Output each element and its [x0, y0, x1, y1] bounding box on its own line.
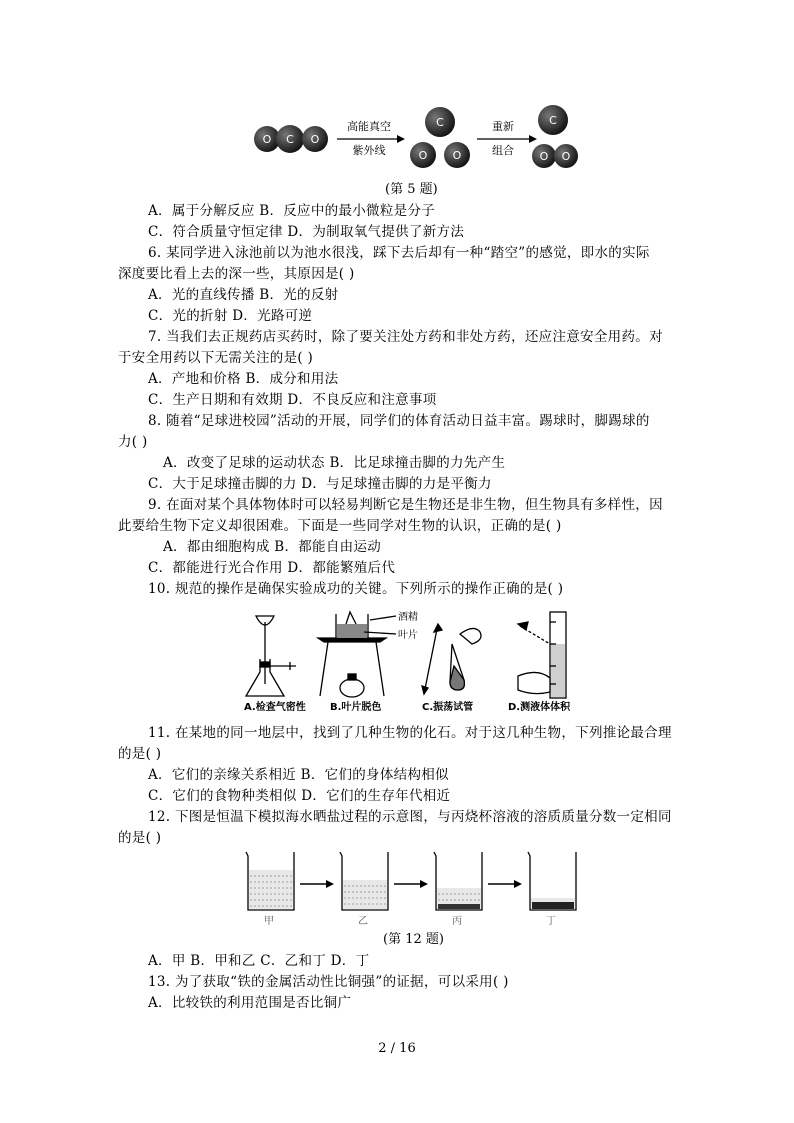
svg-text:O: O	[539, 150, 549, 163]
q8-stem-line1: 8. 随着“足球进校园”活动的开展，同学们的体育活动日益丰富。踢球时，脚踢球的	[148, 413, 650, 429]
q7-stem-line1: 7. 当我们去正规药店买药时，除了要关注处方药和非处方药，还应注意安全用药。对	[148, 329, 663, 345]
step2-top-label: 重新	[492, 120, 514, 133]
alcohol-tag: 酒精	[398, 612, 418, 623]
leaf-tag: 叶片	[398, 630, 418, 641]
q11-options-cd: C．它们的食物种类相似 D．它们的生存年代相近	[148, 788, 451, 804]
q10-lab-figure	[238, 604, 588, 716]
shake-test-tube-icon	[422, 624, 481, 694]
q5-options-ab: A．属于分解反应 B．反应中的最小微粒是分子	[148, 203, 436, 219]
svg-text:O: O	[418, 149, 428, 162]
label-c: C.振荡试管	[422, 702, 474, 713]
svg-text:C: C	[549, 114, 557, 127]
q12-beakers-figure	[238, 848, 588, 928]
q8-options-ab: A．改变了足球的运动状态 B．比足球撞击脚的力先产生	[163, 455, 506, 471]
label-a: A.检查气密性	[244, 702, 306, 713]
q6-stem-line1: 6. 某同学进入泳池前以为池水很浅，踩下去后却有一种“踏空”的感觉，即水的实际	[148, 245, 650, 261]
atom-o-label: O	[262, 133, 272, 146]
q6-stem-line2: 深度要比看上去的深一些，其原因是( )	[118, 266, 355, 282]
q9-stem-line2: 此要给生物下定义却很困难。下面是一些同学对生物的认识，正确的是( )	[118, 518, 562, 534]
page-number: 2 / 16	[378, 1041, 416, 1056]
q11-options-ab: A．它们的亲缘关系相近 B．它们的身体结构相似	[148, 767, 449, 783]
beaker-label-yi: 乙	[358, 916, 368, 927]
beaker-ding-icon	[528, 852, 576, 910]
q13-option-a: A．比较铁的利用范围是否比铜广	[148, 995, 352, 1011]
beaker-label-jia: 甲	[264, 916, 274, 927]
beaker-yi-icon	[340, 852, 388, 910]
q6-options-ab: A．光的直线传播 B．光的反射	[148, 287, 339, 303]
q7-options-ab: A．产地和价格 B．成分和用法	[148, 371, 339, 387]
beaker-bing-icon	[434, 852, 482, 910]
svg-text:O: O	[452, 149, 462, 162]
beaker-label-bing: 丙	[452, 916, 462, 927]
q7-options-cd: C．生产日期和有效期 D．不良反应和注意事项	[148, 392, 437, 408]
product-atoms-icon	[532, 105, 578, 168]
q7-stem-line2: 于安全用药以下无需关注的是( )	[118, 350, 314, 366]
beaker-jia-icon	[246, 852, 294, 910]
beaker-label-ding: 丁	[546, 916, 556, 927]
label-b: B.叶片脱色	[330, 702, 382, 713]
q12-caption: (第 12 题)	[383, 932, 444, 947]
q11-stem-line1: 11. 在某地的同一地层中，找到了几种生物的化石。对于这几种生物，下列推论最合理	[148, 725, 672, 741]
q6-options-cd: C．光的折射 D．光路可逆	[148, 308, 313, 324]
q9-options-cd: C．都能进行光合作用 D．都能繁殖后代	[148, 560, 396, 576]
q8-options-cd: C．大于足球撞击脚的力 D．与足球撞击脚的力是平衡力	[148, 476, 492, 492]
q9-options-ab: A．都由细胞构成 B．都能自由运动	[163, 539, 382, 555]
atom-c-label: C	[286, 133, 294, 146]
atom-o-label: O	[310, 133, 320, 146]
step1-bottom-label: 紫外线	[352, 144, 386, 157]
q5-reaction-figure	[245, 100, 585, 175]
co2-molecule-icon	[254, 125, 328, 153]
step1-top-label: 高能真空	[347, 120, 391, 133]
q9-stem-line1: 9. 在面对某个具体物体时可以轻易判断它是生物还是非生物，但生物具有多样性，因	[148, 497, 663, 513]
svg-text:C: C	[436, 116, 444, 129]
q8-stem-line2: 力( )	[118, 434, 148, 450]
svg-text:O: O	[561, 150, 571, 163]
flask-airtightness-icon	[246, 616, 296, 696]
q10-stem: 10. 规范的操作是确保实验成功的关键。下列所示的操作正确的是( )	[148, 581, 564, 597]
label-d: D.测液体体积	[508, 702, 571, 713]
q12-stem-line2: 的是( )	[118, 830, 162, 846]
separated-atoms-icon	[410, 107, 470, 168]
q13-stem: 13. 为了获取“铁的金属活动性比铜强”的证据，可以采用( )	[148, 974, 509, 990]
q12-options: A．甲 B．甲和乙 C．乙和丁 D．丁	[148, 953, 370, 969]
measuring-cylinder-icon	[518, 612, 566, 698]
q5-options-cd: C．符合质量守恒定律 D．为制取氧气提供了新方法	[148, 224, 465, 240]
leaf-decolor-icon	[318, 612, 396, 697]
q11-stem-line2: 的是( )	[118, 746, 162, 762]
step2-bottom-label: 组合	[492, 144, 514, 157]
q5-caption: (第 5 题)	[385, 182, 438, 197]
q12-stem-line1: 12. 下图是恒温下模拟海水晒盐过程的示意图，与丙烧杯溶液的溶质质量分数一定相同	[148, 809, 672, 825]
